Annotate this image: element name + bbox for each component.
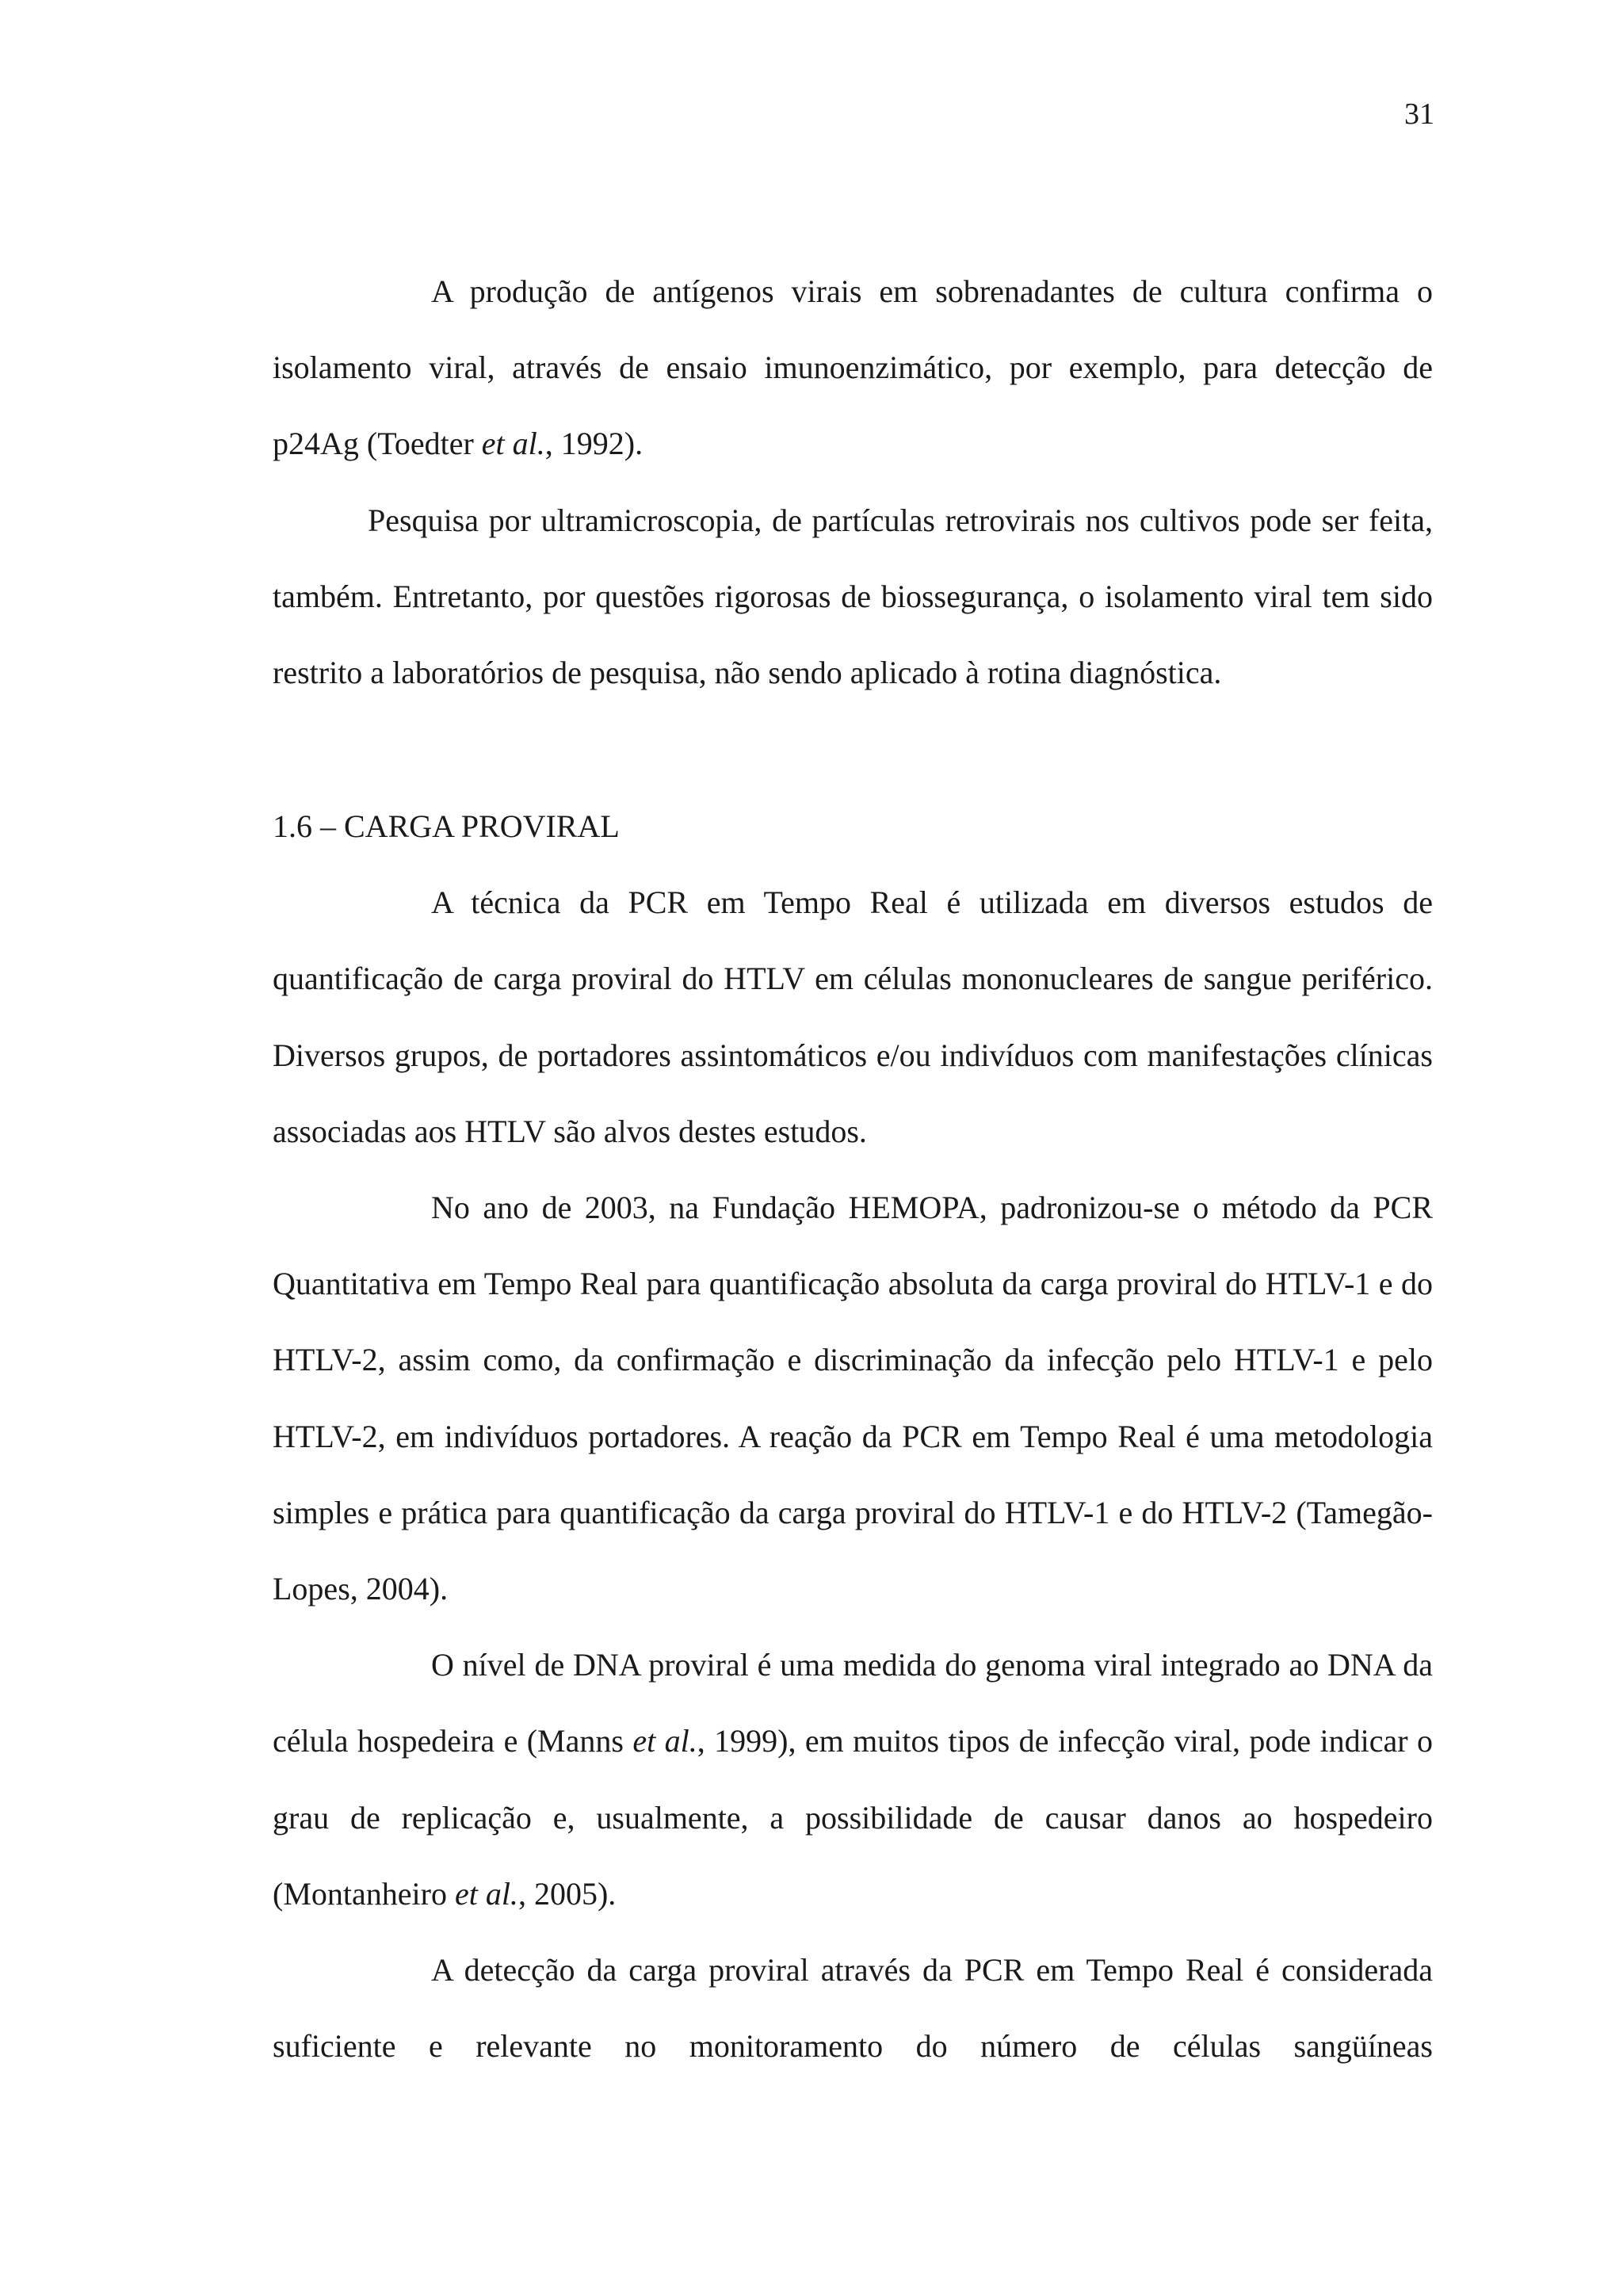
paragraph-viral-antigens: A produção de antígenos virais em sobrenadantes de cultura confirma o isolamento viral, através de ensaio imunoenzimático, por exemplo, para detecção de p24Ag (Toedter et al., 1992). — [273, 273, 1433, 462]
paragraph-ultramicroscopy: Pesquisa por ultramicroscopia, de partículas retrovirais nos cultivos pode ser feita, também. Entretanto, por questões rigorosas de biossegurança, o isolamento viral tem sido restrito a laboratórios de pesquisa, não sendo aplicado à rotina diagnóstica. — [273, 502, 1433, 691]
paragraph-pcr-technique: A técnica da PCR em Tempo Real é utilizada em diversos estudos de quantificação de carga proviral do HTLV em células mononucleares de sangue periférico. Diversos grupos, de portadores assintomáticos e/ou indivíduos com manifestações clínicas associadas aos HTLV são alvos destes estudos. — [273, 884, 1433, 1149]
section-carga-proviral — [273, 789, 1433, 2084]
body-text-top — [273, 254, 1433, 711]
paragraph-dna-level: O nível de DNA proviral é uma medida do genoma viral integrado ao DNA da célula hospedeira e (Manns et al., 1999), em muitos tipos de infecção viral, pode indicar o grau de replicação e, usualmente, a possibilidade de causar danos ao hospedeiro (Montanheiro et al., 2005). — [273, 1647, 1433, 1912]
paragraph-hemopa-2003: No ano de 2003, na Fundação HEMOPA, padronizou-se o método da PCR Quantitativa em Tempo Real para quantificação absoluta da carga proviral do HTLV-1 e do HTLV-2, assim como, da confirmação e discriminação da infecção pelo HTLV-1 e pelo HTLV-2, em indivíduos portadores. A reação da PCR em Tempo Real é uma metodologia simples e prática para quantificação da carga proviral do HTLV-1 e do HTLV-2 (Tamegão-Lopes, 2004). — [273, 1190, 1433, 1607]
page-number: 31 — [1404, 97, 1434, 131]
section-heading: 1.6 – CARGA PROVIRAL — [273, 808, 620, 844]
paragraph-detection: A detecção da carga proviral através da PCR em Tempo Real é considerada suficiente e relevante no monitoramento do número de células sangüíneas — [273, 1952, 1433, 2065]
